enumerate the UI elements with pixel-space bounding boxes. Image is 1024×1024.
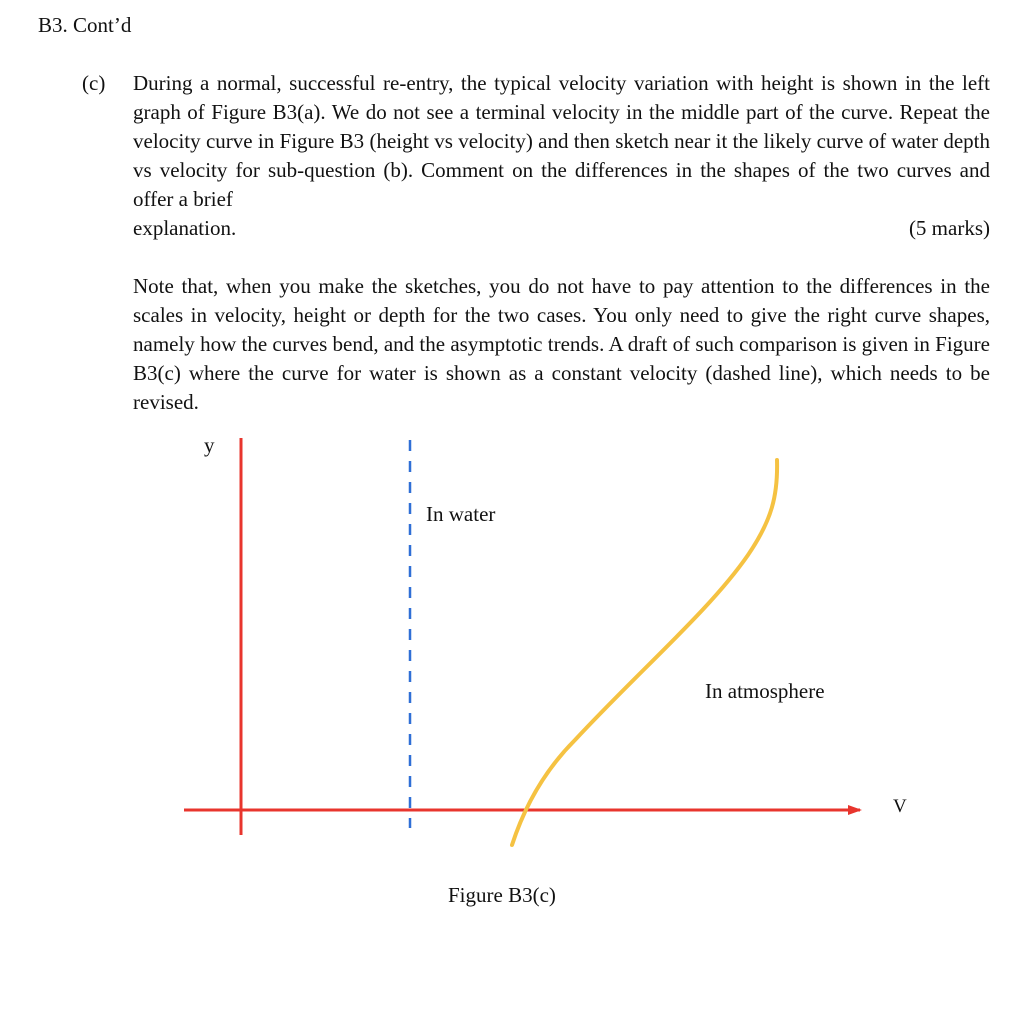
- note-paragraph: Note that, when you make the sketches, you do not have to pay attention to the differences in the scales in velocity, height or depth for the two cases. You only need to give the right curve shapes, namely how the curves bend, and the asymptotic trends. A draft of such comparison is given in Figure B3(c) where the curve for water is shown as a constant velocity (dashed line), which needs to be revised.: [133, 274, 990, 414]
- water-label: In water: [426, 502, 496, 526]
- atmosphere-label: In atmosphere: [705, 679, 825, 703]
- question-label: (c): [82, 71, 106, 95]
- section-heading: B3. Cont’d: [38, 13, 132, 37]
- question-c-body: During a normal, successful re-entry, the typical velocity variation with height is shown in the left graph of Figure B3(a). We do not see a terminal velocity in the middle part of the curve. Repeat the velocity curve in Figure B3 (height vs velocity) and then sketch near it the likely curve of water depth vs velocity for sub-question (b). Comment on the differences in the shapes of the two curves and offer a brief: [133, 71, 990, 211]
- atmosphere-curve: [512, 460, 777, 845]
- question-c-last-line: explanation.: [133, 216, 237, 240]
- x-axis-label: V: [893, 796, 907, 817]
- figure-caption: Figure B3(c): [448, 883, 556, 907]
- marks-badge: (5 marks): [908, 216, 990, 240]
- y-axis-label: y: [204, 433, 215, 457]
